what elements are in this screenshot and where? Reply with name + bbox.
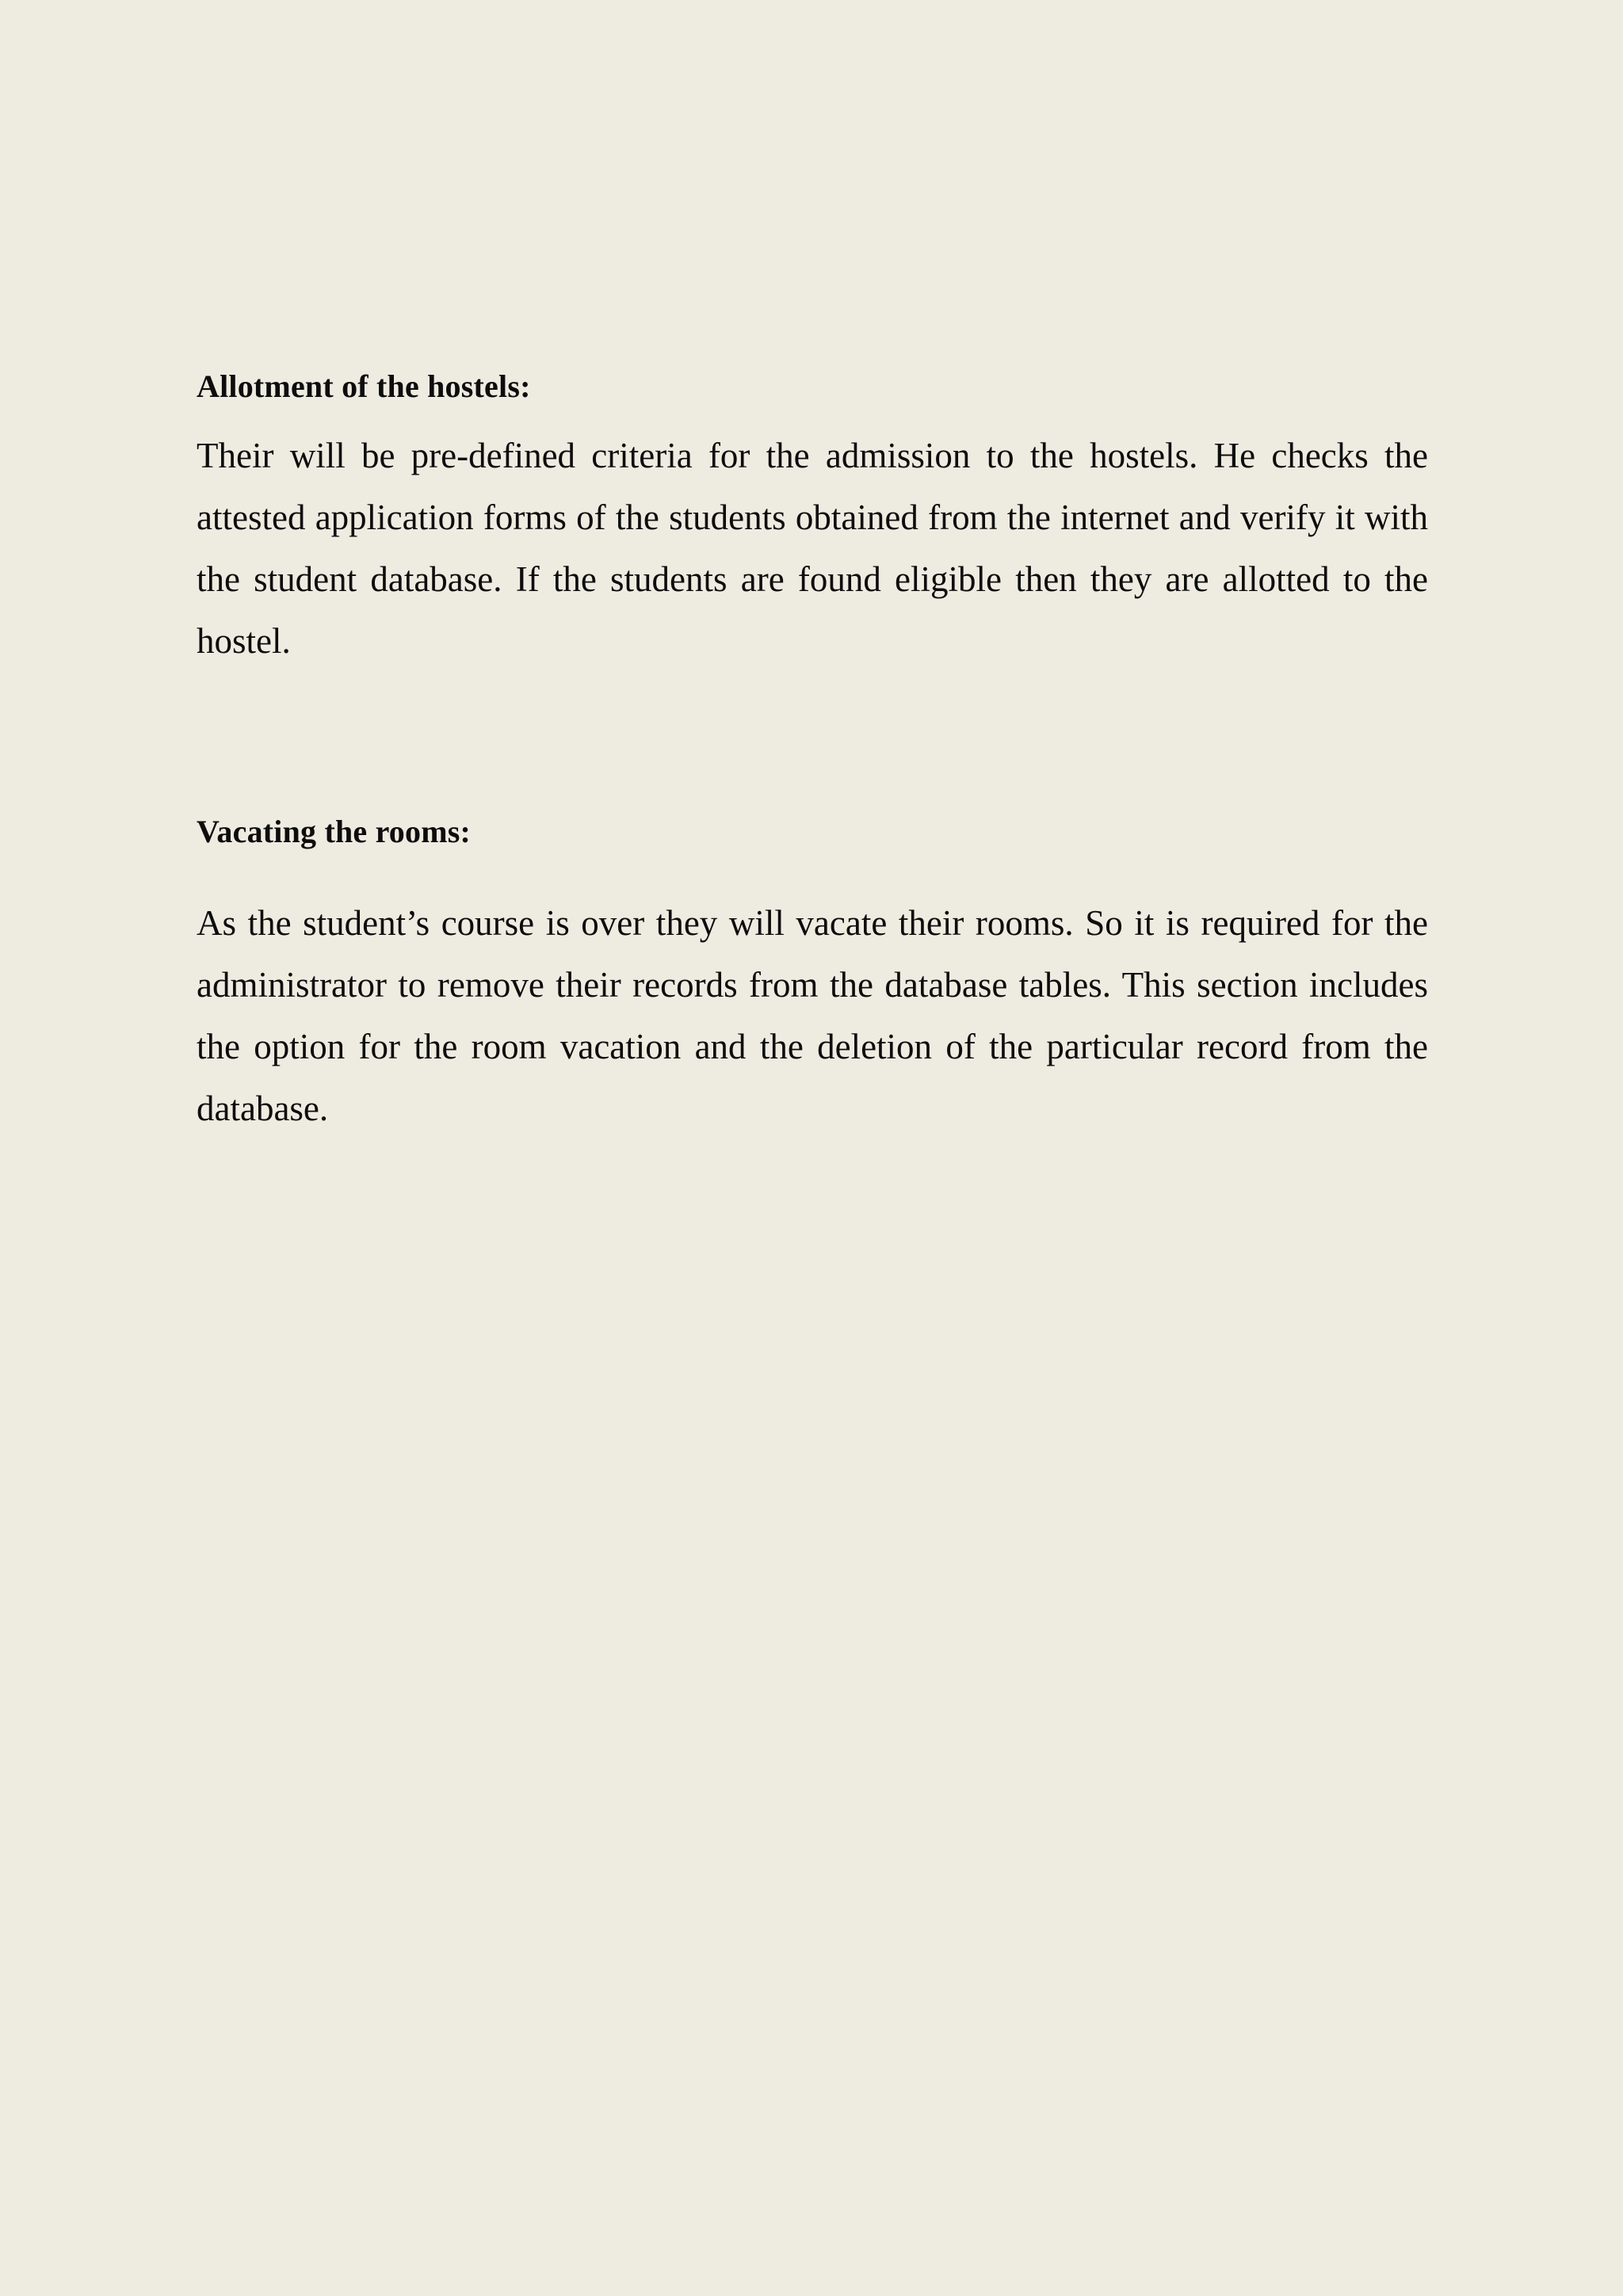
section-heading: Allotment of the hostels: [197, 368, 531, 404]
section-allotment-of-hostels [197, 363, 1428, 672]
section-vacating-rooms [197, 808, 1428, 1139]
section-paragraph: Their will be pre-defined criteria for the admission to the hostels. He checks the attested application forms of the students obtained from the internet and verify it with the student database. If the students are found eligible then they are allotted to the hostel. [197, 436, 1428, 661]
section-heading: Vacating the rooms: [197, 814, 472, 849]
section-paragraph: As the student’s course is over they will vacate their rooms. So it is required for the administrator to remove their records from the database tables. This section includes the option for the room vacation and the deletion of the particular record from the database. [197, 903, 1428, 1128]
